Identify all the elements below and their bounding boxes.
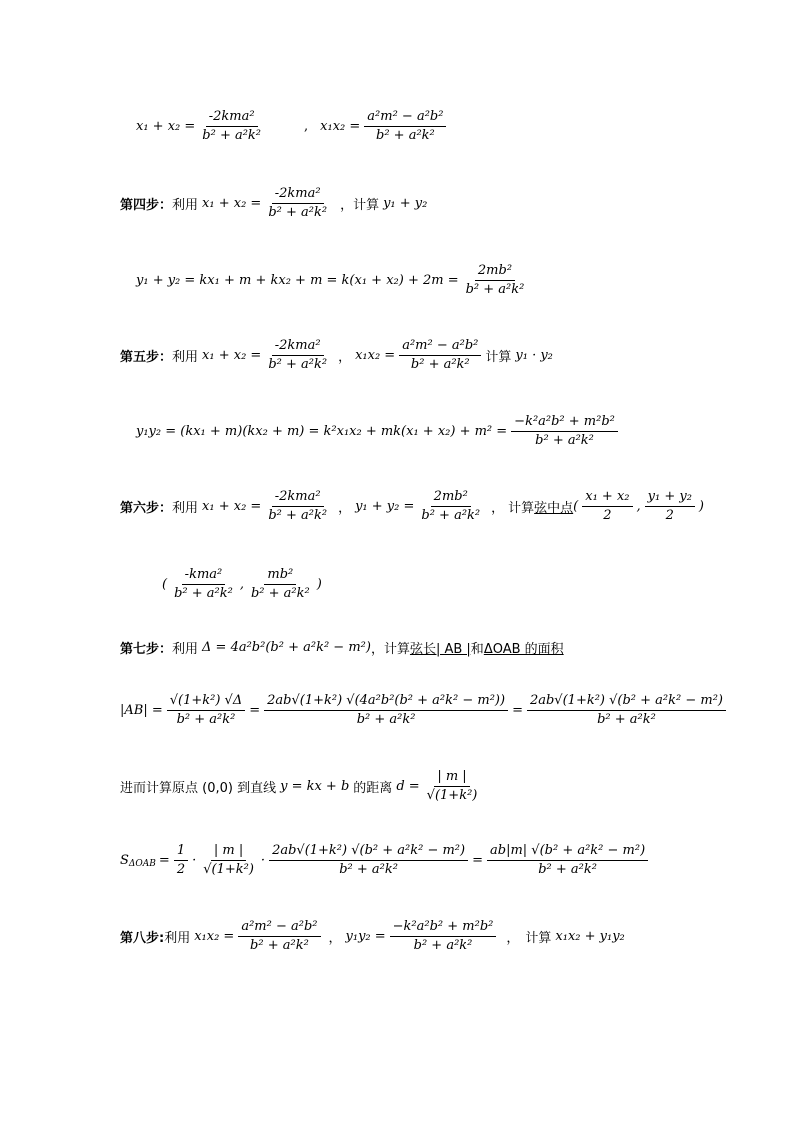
formula-target: y₁ + y₂ — [383, 196, 428, 211]
formula-lhs: x₁x₂ = — [355, 348, 396, 363]
fraction: $\frac{\text{2ab√(1+k²) √(b² + a²k² − m²)}}{\text{b² + a²k²}}$ — [527, 692, 726, 729]
formula-lhs: d = — [396, 779, 420, 794]
step-text: 计算 — [525, 931, 552, 946]
fraction: $\frac{\text{2mb²}}{\text{b² + a²k²}}$ — [465, 263, 525, 297]
step-eight — [120, 918, 625, 955]
step-four — [120, 185, 427, 222]
fraction: $\frac{\text{−k²a²b² + m²b²}}{\text{b² + a²k²}}$ — [390, 918, 497, 955]
step-text: 和 — [470, 642, 484, 657]
distance-formula — [120, 768, 484, 805]
fraction: $\frac{| m |}{\text{√(1+k²)}}$ — [203, 843, 254, 877]
paren: ) — [698, 499, 704, 514]
formula-lhs: x₁ + x₂ = — [202, 196, 262, 211]
body-text: 的距离 — [353, 781, 393, 796]
formula-expression: y₁y₂ = (kx₁ + m)(kx₂ + m) = k²x₁x₂ + mk(x₁ + x₂) + m² = — [136, 424, 508, 439]
subscript: ΔOAB — [128, 859, 156, 869]
equals: = — [512, 703, 523, 718]
formula-expression: Δ = 4a²b²(b² + a²k² − m²) — [202, 640, 371, 655]
fraction: $\frac{1}{2}$ — [174, 842, 188, 879]
step-seven — [120, 638, 564, 657]
fraction: $\frac{| m |}{\text{√(1+k²)}}$ — [426, 769, 478, 803]
formula-lhs: x₁x₂ = — [320, 119, 361, 134]
formula-chord-length — [120, 692, 730, 729]
fraction: $\frac{\text{2mb²}}{\text{b² + a²k²}}$ — [421, 489, 481, 523]
formula-expression: y₁ + y₂ = kx₁ + m + kx₂ + m = k(x₁ + x₂) + 2m = — [136, 273, 459, 288]
equals: = — [472, 853, 483, 868]
formula-expression: y = kx + b — [280, 779, 350, 794]
fraction: $\frac{\text{a²m² − a²b²}}{\text{b² + a²k²}}$ — [238, 918, 320, 955]
fraction: $\frac{\text{-2kma²}}{\text{b² + a²k²}}$ — [268, 338, 328, 372]
formula-y-sum — [136, 262, 531, 299]
fraction: $\frac{\text{a²m² − a²b²}}{\text{b² + a²k²}}$ — [399, 337, 481, 374]
formula-target: y₁ · y₂ — [515, 348, 553, 363]
separator: ， — [328, 931, 342, 946]
step-six — [120, 488, 704, 525]
formula-lhs: x₁x₂ = — [194, 929, 235, 944]
step-text: 利用 — [172, 198, 199, 213]
body-text: 进而计算原点 (0,0) 到直线 — [120, 781, 277, 796]
paren: ( — [162, 577, 168, 592]
step-text: 利用 — [172, 501, 199, 516]
step-label: 第六步： — [120, 501, 173, 516]
fraction: $\frac{\text{ab|m| √(b² + a²k² − m²)}}{\text{b² + a²k²}}$ — [487, 842, 648, 879]
fraction: $\frac{\text{-2kma²}}{\text{b² + a²k²}}$ — [268, 186, 328, 220]
fraction: $\frac{\text{x₁ + x₂}}{2}$ — [582, 488, 632, 525]
formula-lhs: x₁ + x₂ = — [136, 119, 196, 134]
paren: ( — [573, 499, 579, 514]
underlined-term: 弦长| AB | — [409, 642, 471, 657]
step-text: 利用 — [172, 350, 199, 365]
fraction: $\frac{\text{-2kma²}}{\text{b² + a²k²}}$ — [202, 109, 262, 143]
formula-lhs: |AB| = — [120, 703, 163, 718]
step-text: 利用 — [164, 931, 191, 946]
fraction: $\frac{\text{-kma²}}{\text{b² + a²k²}}$ — [174, 567, 233, 601]
midpoint-result — [162, 566, 322, 603]
separator: , — [304, 119, 309, 134]
formula-lhs: y₁y₂ = — [345, 929, 386, 944]
step-label: 第七步： — [120, 642, 173, 657]
step-text: ，计算 — [340, 198, 380, 213]
step-label: 第八步: — [120, 931, 165, 946]
fraction: $\frac{\text{2ab√(1+k²) √(4a²b²(b² + a²k² − m²))}}{\text{b² + a²k²}}$ — [264, 692, 508, 729]
formula-area — [120, 842, 652, 879]
equals: = — [249, 703, 261, 718]
formula-sum-product — [136, 108, 450, 145]
formula-lhs: x₁ + x₂ = — [202, 348, 262, 363]
fraction: $\frac{\text{mb²}}{\text{b² + a²k²}}$ — [250, 567, 310, 601]
paren: ) — [316, 577, 322, 592]
equals: = — [158, 853, 170, 868]
formula-target: x₁x₂ + y₁y₂ — [555, 929, 625, 944]
step-text: 利用 — [172, 642, 199, 657]
fraction: $\frac{\text{-2kma²}}{\text{b² + a²k²}}$ — [268, 489, 328, 523]
separator: ， — [491, 501, 505, 516]
step-label: 第四步： — [120, 198, 173, 213]
dot: · — [192, 853, 197, 868]
formula-y-product — [136, 413, 622, 450]
separator: ， — [338, 501, 352, 516]
dot: · — [260, 853, 266, 868]
fraction: $\frac{\text{a²m² − a²b²}}{\text{b² + a²k²}}$ — [364, 108, 446, 145]
step-text: 计算 — [508, 501, 535, 516]
fraction: $\frac{\text{√(1+k²) √Δ}}{\text{b² + a²k²}}$ — [167, 692, 245, 729]
formula-lhs: S — [120, 853, 129, 868]
fraction: $\frac{\text{−k²a²b² + m²b²}}{\text{b² + a²k²}}$ — [511, 413, 618, 450]
fraction: $\frac{\text{2ab√(1+k²) √(b² + a²k² − m²)}}{\text{b² + a²k²}}$ — [269, 842, 468, 879]
step-label: 第五步： — [120, 350, 173, 365]
step-five — [120, 337, 553, 374]
comma: , — [636, 499, 641, 514]
step-text: 计算 — [485, 350, 512, 365]
separator: ， — [506, 931, 520, 946]
comma: , — [239, 577, 244, 592]
formula-lhs: x₁ + x₂ = — [202, 499, 262, 514]
separator: ， — [338, 350, 352, 365]
underlined-term: 弦中点 — [534, 501, 574, 516]
fraction: $\frac{\text{y₁ + y₂}}{2}$ — [645, 488, 695, 525]
formula-lhs: y₁ + y₂ = — [355, 499, 415, 514]
underlined-term: ΔOAB 的面积 — [483, 642, 564, 657]
step-text: ，计算 — [370, 642, 410, 657]
